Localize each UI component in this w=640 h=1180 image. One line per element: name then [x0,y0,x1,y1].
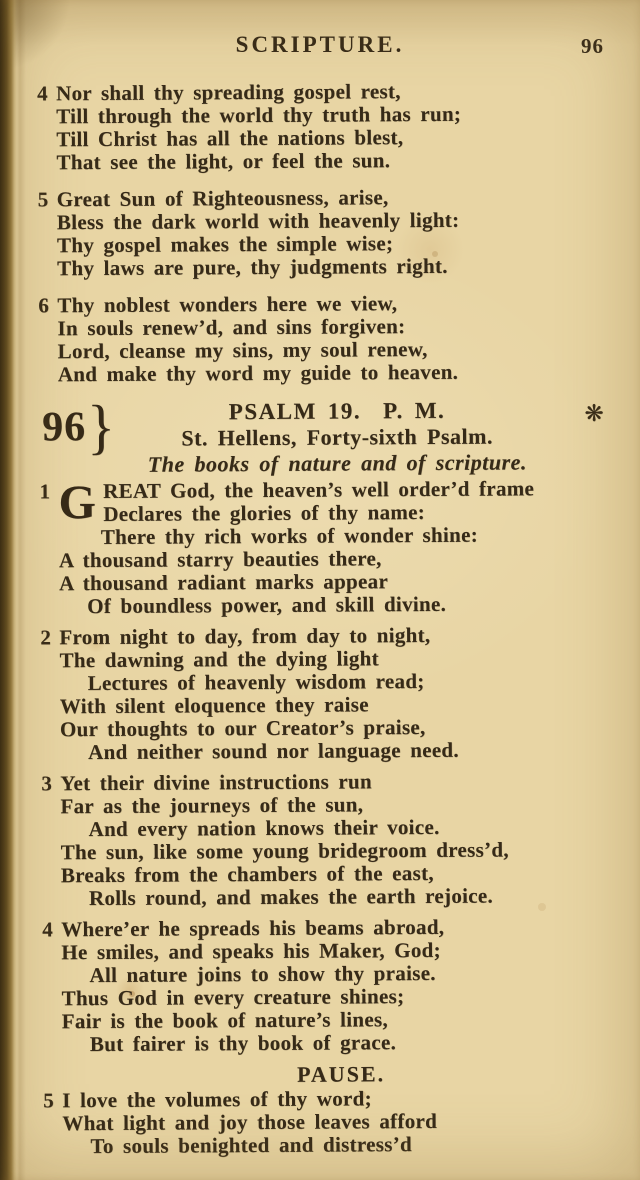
page-body [36,79,621,1166]
running-head-title: SCRIPTURE. [235,32,405,57]
verse-line: Rolls round, and makes the earth rejoice. [88,883,494,911]
verse-line: Nor shall thy spreading gospel rest, [55,79,401,106]
printer-ornament-icon: ❋ [584,400,605,428]
verse-line: In souls renew’d, and sins forgiven: [57,314,406,341]
verse-line: What light and joy those leaves afford [62,1108,438,1136]
verse-line: Thy laws are pure, thy judgments right. [57,253,448,281]
brace-glyph: } [86,392,116,461]
verse-line: Where’er he spreads his beams abroad, [61,914,445,942]
stanza [42,914,620,1057]
verse-line: Great Sun of Righteousness, arise, [56,185,389,212]
verse-line: Fair is the book of nature’s lines, [61,1007,389,1034]
verse-number: 5 [37,187,49,212]
verse-line: With silent eloquence they raise [59,692,369,719]
verse-line: Breaks from the chambers of the east, [60,860,434,888]
hymn-number-group [41,392,116,461]
verse-line: And every nation knows their voice. [88,814,440,842]
verse-line: Thy gospel makes the simple wise; [56,231,394,258]
verse-line: Our thoughts to our Creator’s praise, [59,714,426,742]
psalm-heading [41,392,616,477]
verse-line-text: REAT God, the heaven’s well order’d frame [103,476,535,503]
verse-number: 1 [39,479,51,504]
verse-line: And neither sound nor language need. [88,737,460,765]
stanza [43,1086,620,1159]
verse-line: Declares the glories of thy name: [103,499,426,526]
stanza [39,476,617,619]
stanza [41,769,619,911]
verse-line: A thousand starry beauties there, [58,546,382,573]
verse-number: 6 [38,293,50,318]
verse-line: That see the light, or feel the sun. [56,148,391,175]
verse-line: I love the volumes of thy word; [62,1086,372,1113]
verse-line: The sun, like some young bridegroom dress’d, [60,837,509,865]
verse-line: Till Christ has all the nations blest, [56,125,404,152]
verse-line: Of boundless power, and skill divine. [87,591,447,619]
pause-label: PAUSE. [296,1061,386,1087]
verse-line: And make thy word my guide to heaven. [57,359,459,387]
verse-number: 5 [43,1088,55,1113]
verse-line: Bless the dark world with heavenly light: [56,207,460,235]
verse-line: He smiles, and speaks his Maker, God; [61,937,441,965]
verse-number: 4 [42,917,54,942]
psalm-title: PSALM 19. P. M. [228,397,446,425]
book-spine-edge [0,0,17,1180]
page-number: 96 [581,34,604,58]
verse-line: Thus God in every creature shines; [61,984,405,1011]
verse-number: 2 [40,625,52,650]
psalm-theme-line: The books of nature and of scripture. [147,449,527,477]
stanza [40,622,618,765]
stanza [37,185,616,281]
verse-line: Till through the world thy truth has run; [56,101,462,129]
verse-line: Thy noblest wonders here we view, [57,291,398,318]
hymn-number: 96 [41,404,87,451]
verse-line: Lectures of heavenly wisdom read; [87,669,425,696]
verse-line: Far as the journeys of the sun, [60,792,364,819]
verse-line: To souls benighted and distress’d [90,1132,413,1159]
verse-line: A thousand radiant marks appear [58,569,389,596]
psalm-tune-line: St. Hellens, Forty-sixth Psalm. [181,423,494,451]
verse-number: 3 [41,771,53,796]
verse-line: There thy rich works of wonder shine: [100,522,479,549]
verse-line: But fairer is thy book of grace. [89,1030,397,1057]
verse-number: 4 [36,81,48,106]
verse-line: From night to day, from day to night, [59,622,431,650]
drop-cap: G [58,476,97,530]
stanza [38,291,616,387]
verse-line: The dawning and the dying light [59,646,379,673]
verse-line: All nature joins to show thy praise. [89,960,436,988]
verse-line: Lord, cleanse my sins, my soul renew, [57,336,428,364]
stanza [36,79,615,175]
verse-line: Yet their divine instructions run [60,769,373,796]
